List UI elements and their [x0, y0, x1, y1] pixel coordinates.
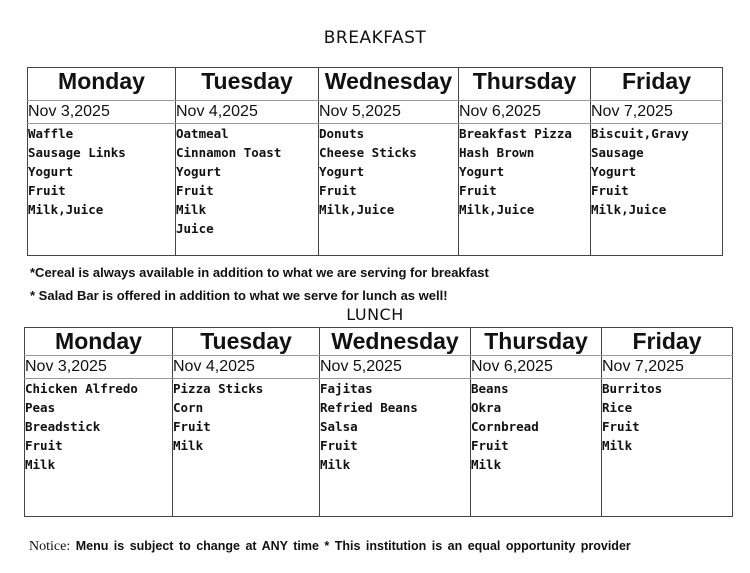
- menu-item: Refried Beans: [320, 400, 418, 415]
- lunch-date: Nov 7,2025: [602, 356, 733, 379]
- menu-item: Yogurt: [591, 164, 637, 179]
- menu-item: Milk: [602, 438, 633, 453]
- lunch-day-header: Tuesday: [173, 328, 320, 356]
- breakfast-date: Nov 7,2025: [591, 101, 723, 124]
- lunch-title: LUNCH: [346, 305, 404, 324]
- breakfast-day-header: Thursday: [459, 68, 591, 101]
- breakfast-date: Nov 4,2025: [176, 101, 319, 124]
- breakfast-title: BREAKFAST: [323, 28, 427, 48]
- menu-item: Sausage Links: [28, 145, 126, 160]
- lunch-date: Nov 5,2025: [320, 356, 471, 379]
- lunch-items-wednesday: [320, 379, 471, 517]
- lunch-items-tuesday: [173, 379, 320, 517]
- breakfast-menu-table: [27, 67, 723, 256]
- lunch-items-thursday: [471, 379, 602, 517]
- breakfast-items-tuesday: [176, 124, 319, 256]
- menu-item: Milk,Juice: [591, 202, 667, 217]
- lunch-day-header: Monday: [25, 328, 173, 356]
- menu-item: Beans: [471, 381, 509, 396]
- breakfast-date: Nov 3,2025: [28, 101, 176, 124]
- menu-item: Breadstick: [25, 419, 101, 434]
- notice-footer: [29, 539, 631, 555]
- menu-item: Fajitas: [320, 381, 373, 396]
- breakfast-day-header: Tuesday: [176, 68, 319, 101]
- menu-item: Milk: [471, 457, 502, 472]
- menu-item: Milk: [320, 457, 351, 472]
- notice-label: Notice:: [29, 539, 71, 554]
- menu-item: Okra: [471, 400, 502, 415]
- breakfast-items-thursday: [459, 124, 591, 256]
- menu-item: Burritos: [602, 381, 663, 396]
- menu-item: Corn: [173, 400, 204, 415]
- menu-item: Fruit: [319, 183, 357, 198]
- menu-item: Milk,Juice: [28, 202, 104, 217]
- menu-item: Biscuit,Gravy: [591, 126, 689, 141]
- menu-item: Fruit: [173, 419, 211, 434]
- lunch-day-header: Wednesday: [320, 328, 471, 356]
- menu-item: Milk: [176, 202, 207, 217]
- menu-item: Cornbread: [471, 419, 539, 434]
- menu-item: Fruit: [591, 183, 629, 198]
- lunch-menu-table: [24, 327, 733, 517]
- menu-item: Fruit: [25, 438, 63, 453]
- cereal-note: *Cereal is always available in addition to what we are serving for breakfast: [30, 265, 489, 280]
- menu-item: Waffle: [28, 126, 74, 141]
- menu-item: Fruit: [320, 438, 358, 453]
- menu-item: Fruit: [471, 438, 509, 453]
- breakfast-day-header: Monday: [28, 68, 176, 101]
- lunch-day-header: Friday: [602, 328, 733, 356]
- menu-item: Milk: [25, 457, 56, 472]
- breakfast-date: Nov 6,2025: [459, 101, 591, 124]
- menu-item: Cinnamon Toast: [176, 145, 282, 160]
- menu-item: Fruit: [28, 183, 66, 198]
- menu-item: Breakfast Pizza: [459, 126, 572, 141]
- menu-item: Milk,Juice: [319, 202, 395, 217]
- breakfast-items-friday: [591, 124, 723, 256]
- menu-item: Yogurt: [459, 164, 505, 179]
- menu-item: Oatmeal: [176, 126, 229, 141]
- breakfast-day-header: Wednesday: [319, 68, 459, 101]
- menu-item: Sausage: [591, 145, 644, 160]
- menu-item: Rice: [602, 400, 633, 415]
- lunch-date: Nov 4,2025: [173, 356, 320, 379]
- menu-item: Pizza Sticks: [173, 381, 264, 396]
- lunch-date: Nov 3,2025: [25, 356, 173, 379]
- menu-item: Cheese Sticks: [319, 145, 417, 160]
- menu-item: Salsa: [320, 419, 358, 434]
- menu-item: Yogurt: [176, 164, 222, 179]
- menu-item: Milk: [173, 438, 204, 453]
- menu-item: Yogurt: [319, 164, 365, 179]
- menu-item: Donuts: [319, 126, 365, 141]
- breakfast-day-header: Friday: [591, 68, 723, 101]
- notice-text: Menu is subject to change at ANY time * This institution is an equal opportunity provider: [75, 539, 631, 553]
- menu-item: Peas: [25, 400, 56, 415]
- breakfast-items-monday: [28, 124, 176, 256]
- menu-item: Yogurt: [28, 164, 74, 179]
- menu-item: Juice: [176, 221, 214, 236]
- menu-item: Fruit: [459, 183, 497, 198]
- breakfast-items-wednesday: [319, 124, 459, 256]
- lunch-date: Nov 6,2025: [471, 356, 602, 379]
- breakfast-date: Nov 5,2025: [319, 101, 459, 124]
- menu-item: Chicken Alfredo: [25, 381, 138, 396]
- menu-item: Fruit: [602, 419, 640, 434]
- menu-item: Hash Brown: [459, 145, 535, 160]
- salad-bar-note: * Salad Bar is offered in addition to what we serve for lunch as well!: [30, 288, 448, 303]
- menu-item: Fruit: [176, 183, 214, 198]
- menu-item: Milk,Juice: [459, 202, 535, 217]
- lunch-items-friday: [602, 379, 733, 517]
- lunch-day-header: Thursday: [471, 328, 602, 356]
- lunch-items-monday: [25, 379, 173, 517]
